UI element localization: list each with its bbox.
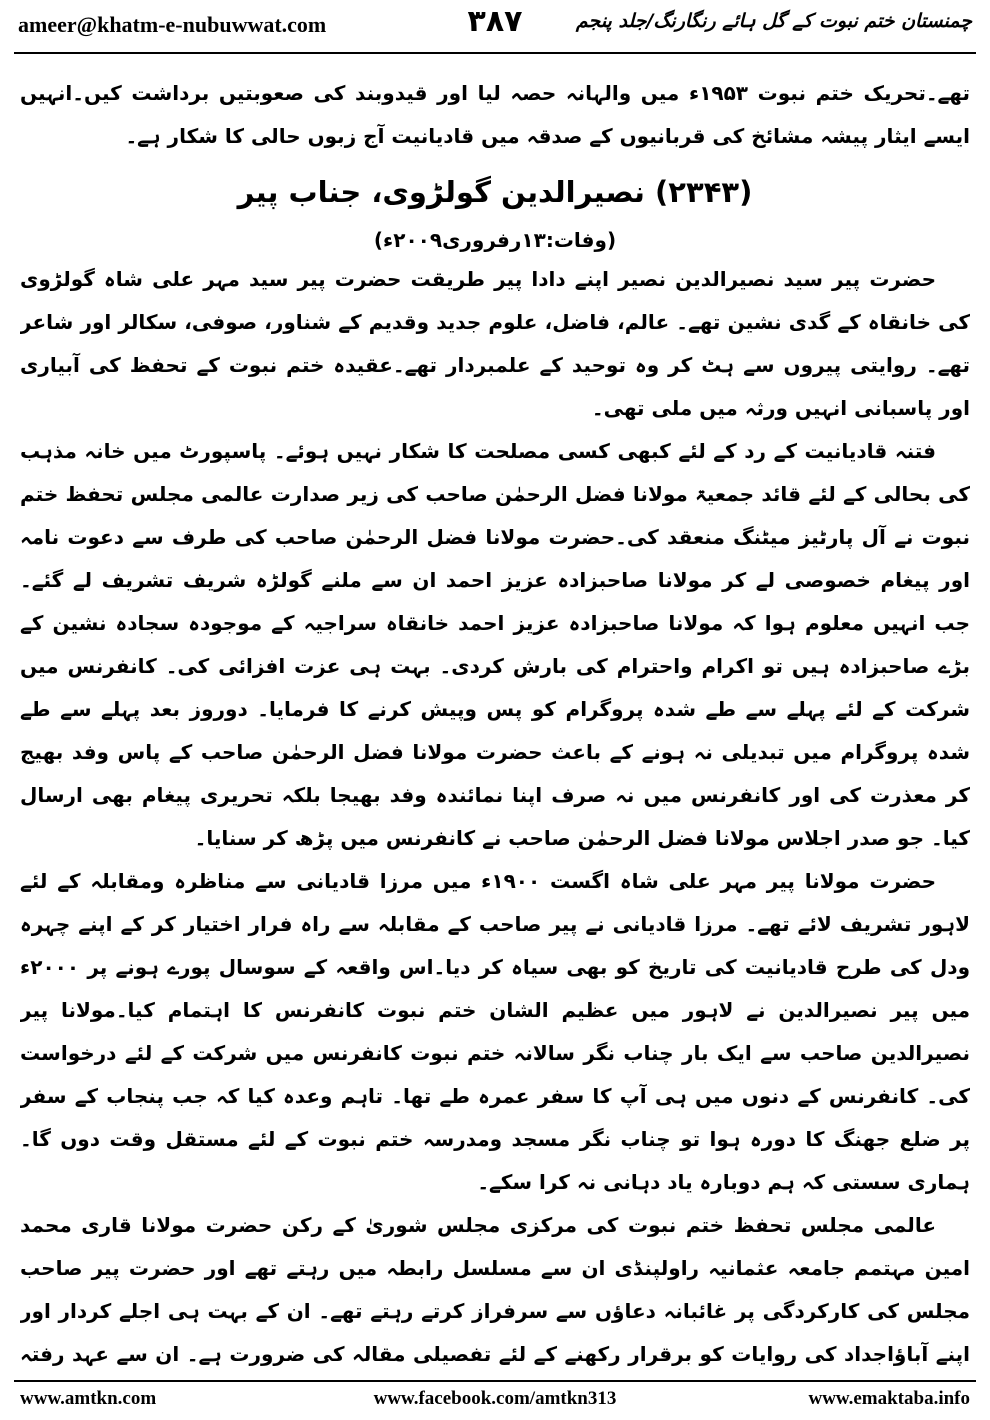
- body-paragraph: حضرت مولانا پیر مہر علی شاہ اگست ۱۹۰۰ء میں مرزا قادیانی سے مناظرہ ومقابلہ کے لئے لاہور تشریف لائے تھے۔ مرزا قادیانی نے پیر صاحب کے مقابلہ سے راہ فرار اختیار کر کے اپنے چہرہ ودل کی طرح قادیانیت کی تاریخ کو بھی سیاہ کر دیا۔اس واقعہ کے سوسال پورے ہونے پر ۲۰۰۰ء میں پیر نصیرالدین نے لاہور میں عظیم الشان ختم نبوت کانفرنس کا اہتمام کیا۔مولانا پیر نصیرالدین صاحب سے ایک بار چناب نگر سالانہ ختم نبوت کانفرنس میں شرکت کے لئے درخواست کی۔ کانفرنس کے دنوں میں ہی آپ کا سفر عمرہ طے تھا۔ تاہم وعدہ کیا کہ جب پنجاب کے سفر پر ضلع جھنگ کا دورہ ہوا تو چناب نگر مسجد ومدرسہ ختم نبوت کے لئے مستقل وقت دوں گا۔ ہماری سستی کہ ہم دوبارہ یاد دہانی نہ کرا سکے۔: [20, 869, 970, 1194]
- page-body: [20, 72, 970, 1372]
- intro-paragraph: تھے۔تحریک ختم نبوت ۱۹۵۳ء میں والہانہ حصہ لیا اور قیدوبند کی صعوبتیں برداشت کیں۔انہیں ایسے ایثار پیشہ مشائخ کی قربانیوں کے صدقہ میں قادیانیت آج زبوں حالی کا شکار ہے۔: [20, 81, 970, 148]
- footer-link-emaktaba[interactable]: www.emaktaba.info: [808, 1388, 970, 1409]
- page-header: [0, 0, 990, 52]
- page-number: ۳۸۷: [467, 4, 523, 39]
- death-date: (وفات:۱۳رفروری۲۰۰۹ء): [373, 228, 617, 252]
- footer-link-facebook[interactable]: www.facebook.com/amtkn313: [373, 1388, 617, 1409]
- footer-link-amtkn[interactable]: www.amtkn.com: [20, 1388, 157, 1409]
- header-email: ameer@khatm-e-nubuwwat.com: [18, 12, 327, 37]
- body-paragraph: فتنہ قادیانیت کے رد کے لئے کبھی کسی مصلحت کا شکار نہیں ہوئے۔ پاسپورٹ میں خانہ مذہب کی بحالی کے لئے قائد جمعیۃ مولانا فضل الرحمٰن صاحب کی زیر صدارت عالمی مجلس تحفظ ختم نبوت نے آل پارٹیز میٹنگ منعقد کی۔حضرت مولانا فضل الرحمٰن صاحب کی طرف سے دعوت نامہ اور پیغام خصوصی لے کر مولانا صاحبزادہ عزیز احمد ان سے ملنے گولڑہ شریف تشریف لے گئے۔ جب انہیں معلوم ہوا کہ مولانا صاحبزادہ عزیز احمد خانقاہ سراجیہ کے موجودہ سجادہ نشین کے بڑے صاحبزادہ ہیں تو اکرام واحترام کی بارش کردی۔ بہت ہی عزت افزائی کی۔ کانفرنس میں شرکت کے لئے پہلے سے طے شدہ پروگرام کو پس وپیش کرنے کا فرمایا۔ دوروز بعد پہلے سے طے شدہ پروگرام میں تبدیلی نہ ہونے کے باعث حضرت مولانا فضل الرحمٰن صاحب کے پاس وفد بھیج کر معذرت کی اور کانفرنس میں نہ صرف اپنا نمائندہ وفد بھیجا بلکہ تحریری پیغام بھی ارسال کیا۔ جو صدر اجلاس مولانا فضل الرحمٰن صاحب نے کانفرنس میں پڑھ کر سنایا۔: [20, 439, 970, 850]
- body-paragraph: حضرت پیر سید نصیرالدین نصیر اپنے دادا پیر طریقت حضرت پیر سید مہر علی شاہ گولڑوی کی خانقاہ کے گدی نشین تھے۔ عالم، فاضل، علوم جدید وقدیم کے شناور، صوفی، سکالر اور شاعر تھے۔ روایتی پیروں سے ہٹ کر وہ توحید کے علمبردار تھے۔عقیدہ ختم نبوت کے تحفظ کی آبیاری اور پاسبانی انہیں ورثہ میں ملی تھی۔: [20, 267, 970, 420]
- body-paragraph: عالمی مجلس تحفظ ختم نبوت کی مرکزی مجلس شوریٰ کے رکن حضرت مولانا قاری محمد امین مہتمم جامعہ عثمانیہ راولپنڈی ان سے مسلسل رابطہ میں رہتے تھے اور حضرت پیر صاحب مجلس کی کارکردگی پر غائبانہ دعاؤں سے سرفراز کرتے رہتے تھے۔ ان کے بہت ہی اجلے کردار اور اپنے آباؤاجداد کی روایات کو برقرار رکھنے کے لئے تفصیلی مقالہ کی ضرورت ہے۔ ان سے عہد رفتہ: [20, 1213, 970, 1366]
- footer-divider: [14, 1380, 976, 1382]
- book-title: چمنستان ختم نبوت کے گل ہائے رنگارنگ/جلد پنجم: [575, 10, 972, 32]
- page-footer: [0, 1380, 990, 1420]
- section-heading: (۲۳۴۳) نصیرالدین گولڑوی، جناب پیر: [237, 175, 753, 209]
- header-divider: [14, 52, 976, 54]
